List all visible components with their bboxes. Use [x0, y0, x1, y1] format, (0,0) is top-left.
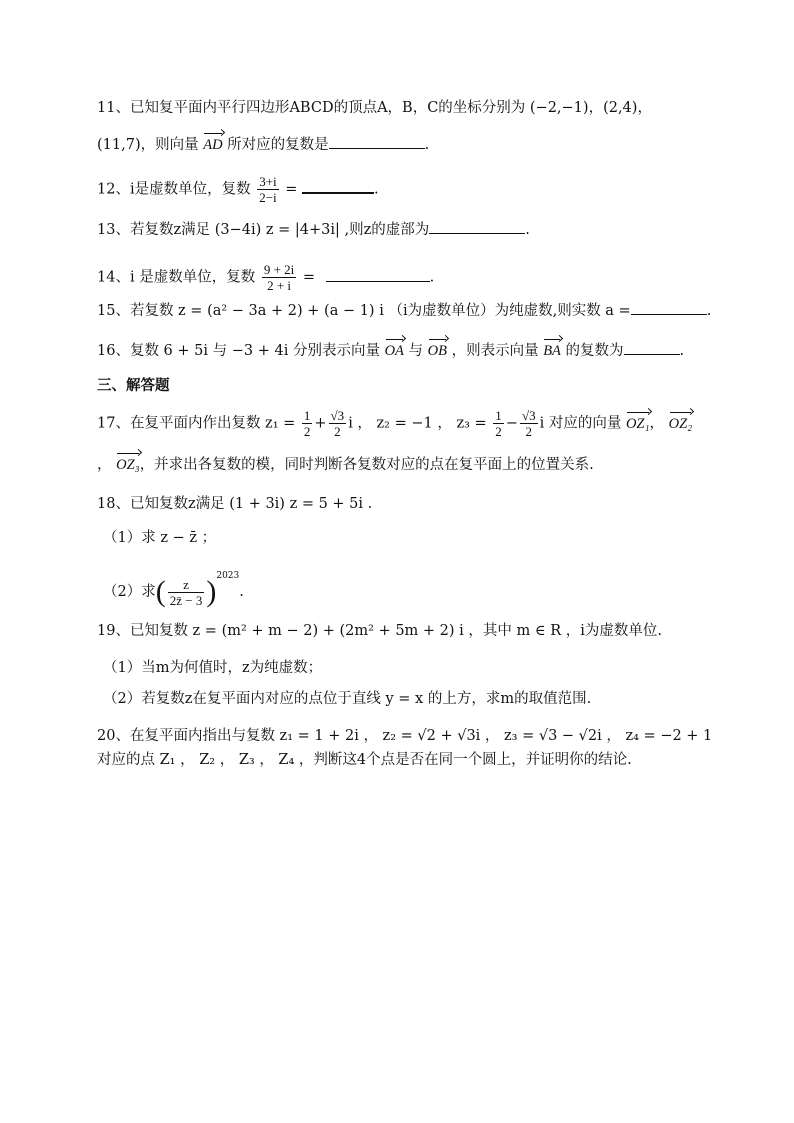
- vector-oz1: OZ₁: [625, 415, 650, 432]
- vector-oz3: OZ₃: [116, 457, 140, 473]
- vector-ad: AD: [203, 137, 223, 153]
- problem-19-q2: （2）若复数z在复平面内对应的点位于直线 y = x 的上方，求m的取值范围.: [103, 691, 592, 707]
- vector-ba: BA: [543, 343, 561, 359]
- problem-11-line-2: (11,7)，则向量 AD 所对应的复数是 .: [97, 134, 429, 155]
- problem-17-line-2: ， OZ₃，并求出各复数的模，同时判断各复数对应的点在复平面上的位置关系.: [97, 457, 594, 473]
- answer-blank-15[interactable]: [631, 300, 707, 315]
- answer-blank-16[interactable]: [624, 340, 680, 355]
- problem-12: 12、i是虚数单位，复数 $\frac{3+i}{2-i}$ = .: [97, 174, 379, 205]
- vector-oz2: OZ₂: [668, 415, 693, 432]
- problem-13: 13、若复数z满足 (3−4i) z = |4+3i| ,则z的虚部为 .: [97, 219, 530, 240]
- answer-blank-11[interactable]: [329, 134, 425, 149]
- fraction-14: $\frac{9 + 2i}{2 + i}$: [263, 262, 295, 293]
- section-header: 三、解答题: [97, 378, 170, 394]
- fraction-12: $\frac{3+i}{2-i}$: [259, 174, 277, 205]
- problem-14: 14、i 是虚数单位，复数 $\frac{9 + 2i}{2 + i}$ = .: [97, 262, 435, 293]
- answer-blank-14[interactable]: [326, 267, 430, 282]
- problem-15: 15、若复数 z = (a² − 3a + 2) + (a − 1) i （i为虚数单位）为纯虚数,则实数 a = .: [97, 300, 711, 321]
- vector-ob: OB: [427, 343, 447, 359]
- problem-20-line-1: 20、在复平面内指出与复数 z₁ = 1 + 2i ， z₂ = √2 + √3i ， z₃ = √3 − √2i ， z₄ = −2 + 1: [97, 728, 713, 744]
- problem-18-q2: （2）求( $\frac{z}{2z̄ - 3}$ )$^{2023}$.: [103, 571, 244, 608]
- exponent-2023: 2023: [216, 571, 240, 581]
- problem-18-stem: 18、已知复数z满足 (1 + 3i) z = 5 + 5i .: [97, 496, 373, 512]
- problem-17-line-1: 17、在复平面内作出复数 z₁ = $\frac{1}{2}$ + $\frac{√3}{2}$ i ， z₂ = −1 ， z₃ = $\frac{1}{2}$ − $\frac{√3}{2}$ i 对应的向量 OZ₁， OZ₂: [97, 408, 693, 439]
- problem-11-line-1: 11、已知复平面内平行四边形ABCD的顶点A，B，C的坐标分别为 (−2,−1)，(2,4)，: [97, 100, 652, 116]
- answer-blank-12[interactable]: [302, 178, 374, 194]
- fraction-18: $\frac{z}{2z̄ - 3}$: [169, 576, 203, 608]
- problem-16: 16、复数 6 + 5i 与 −3 + 4i 分别表示向量 OA 与 OB ，则表示向量 BA 的复数为 .: [97, 340, 684, 361]
- problem-18-q1: （1）求 z − z̄ ；: [103, 530, 217, 546]
- problem-19-stem: 19、已知复数 z = (m² + m − 2) + (2m² + 5m + 2) i ，其中 m ∈ R ，i为虚数单位.: [97, 623, 662, 639]
- problem-20-line-2: 对应的点 Z₁ ， Z₂ ， Z₃ ， Z₄ ，判断这4个点是否在同一个圆上，并证明你的结论.: [97, 752, 632, 768]
- vector-oa: OA: [384, 343, 404, 359]
- answer-blank-13[interactable]: [429, 219, 525, 234]
- problem-19-q1: （1）当m为何值时，z为纯虚数；: [103, 660, 323, 676]
